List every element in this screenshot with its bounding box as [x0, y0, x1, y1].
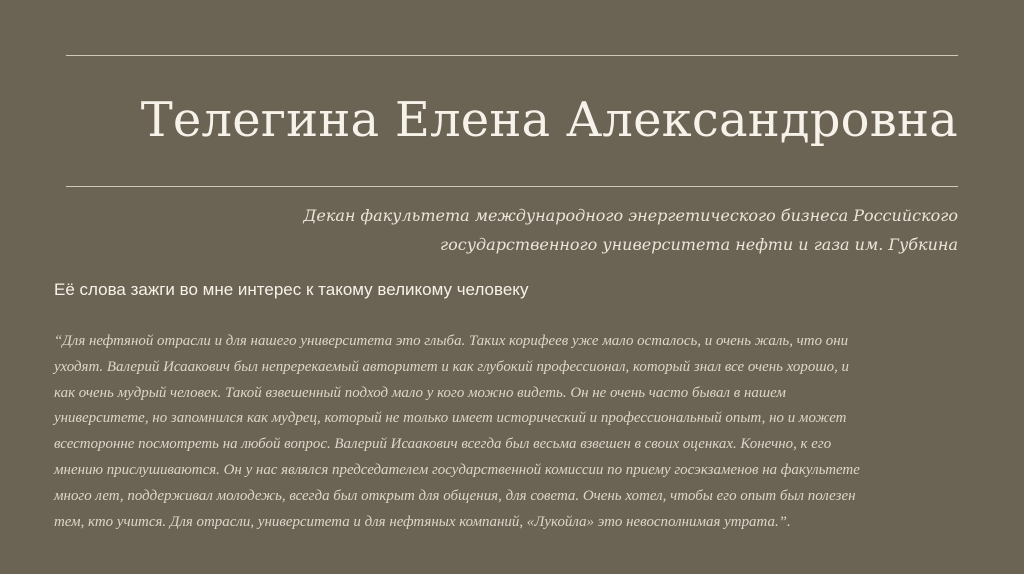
subtitle-line: государственного университета нефти и газа им. Губкина: [440, 235, 958, 254]
quote-block: [54, 329, 974, 535]
quote-line: всесторонне посмотреть на любой вопрос. Валерий Исаакович всегда был весьма взвешен в своих оценках. Конечно, к его: [54, 436, 832, 453]
position-subtitle: [258, 201, 958, 259]
quote-line: уходят. Валерий Исаакович был непререкаемый авторитет и как глубокий профессионал, который знал все очень хорошо, и: [54, 358, 850, 375]
quote-line: тем, кто учится. Для отрасли, университета и для нефтяных компаний, «Лукойла» это невосполнимая утрата.”.: [54, 513, 791, 530]
quote-line: мнению прислушиваются. Он у нас являлся председателем государственной комиссии по приему госэкзаменов на факультете: [54, 461, 860, 478]
quote-line: университете, но запомнился как мудрец, который не только имеет исторический и профессиональный опыт, но и может: [54, 410, 847, 427]
quote-line: как очень мудрый человек. Такой взвешенный подход мало у кого можно видеть. Он не очень часто бывал в нашем: [54, 384, 786, 401]
subtitle-line: Декан факультета международного энергетического бизнеса Российского: [303, 206, 958, 225]
title-divider: [66, 186, 958, 187]
quote-line: много лет, поддерживал молодежь, всегда был открыт для общения, для совета. Очень хотел, чтобы его опыт был полезен: [54, 487, 856, 504]
slide-title: Телегина Елена Александровна: [140, 92, 958, 148]
top-divider: [66, 55, 958, 56]
quote-line: “Для нефтяной отрасли и для нашего университета это глыба. Таких корифеев уже мало осталось, и очень жаль, что они: [54, 333, 849, 349]
lead-text: Её слова зажги во мне интерес к такому великому человеку: [54, 280, 529, 299]
